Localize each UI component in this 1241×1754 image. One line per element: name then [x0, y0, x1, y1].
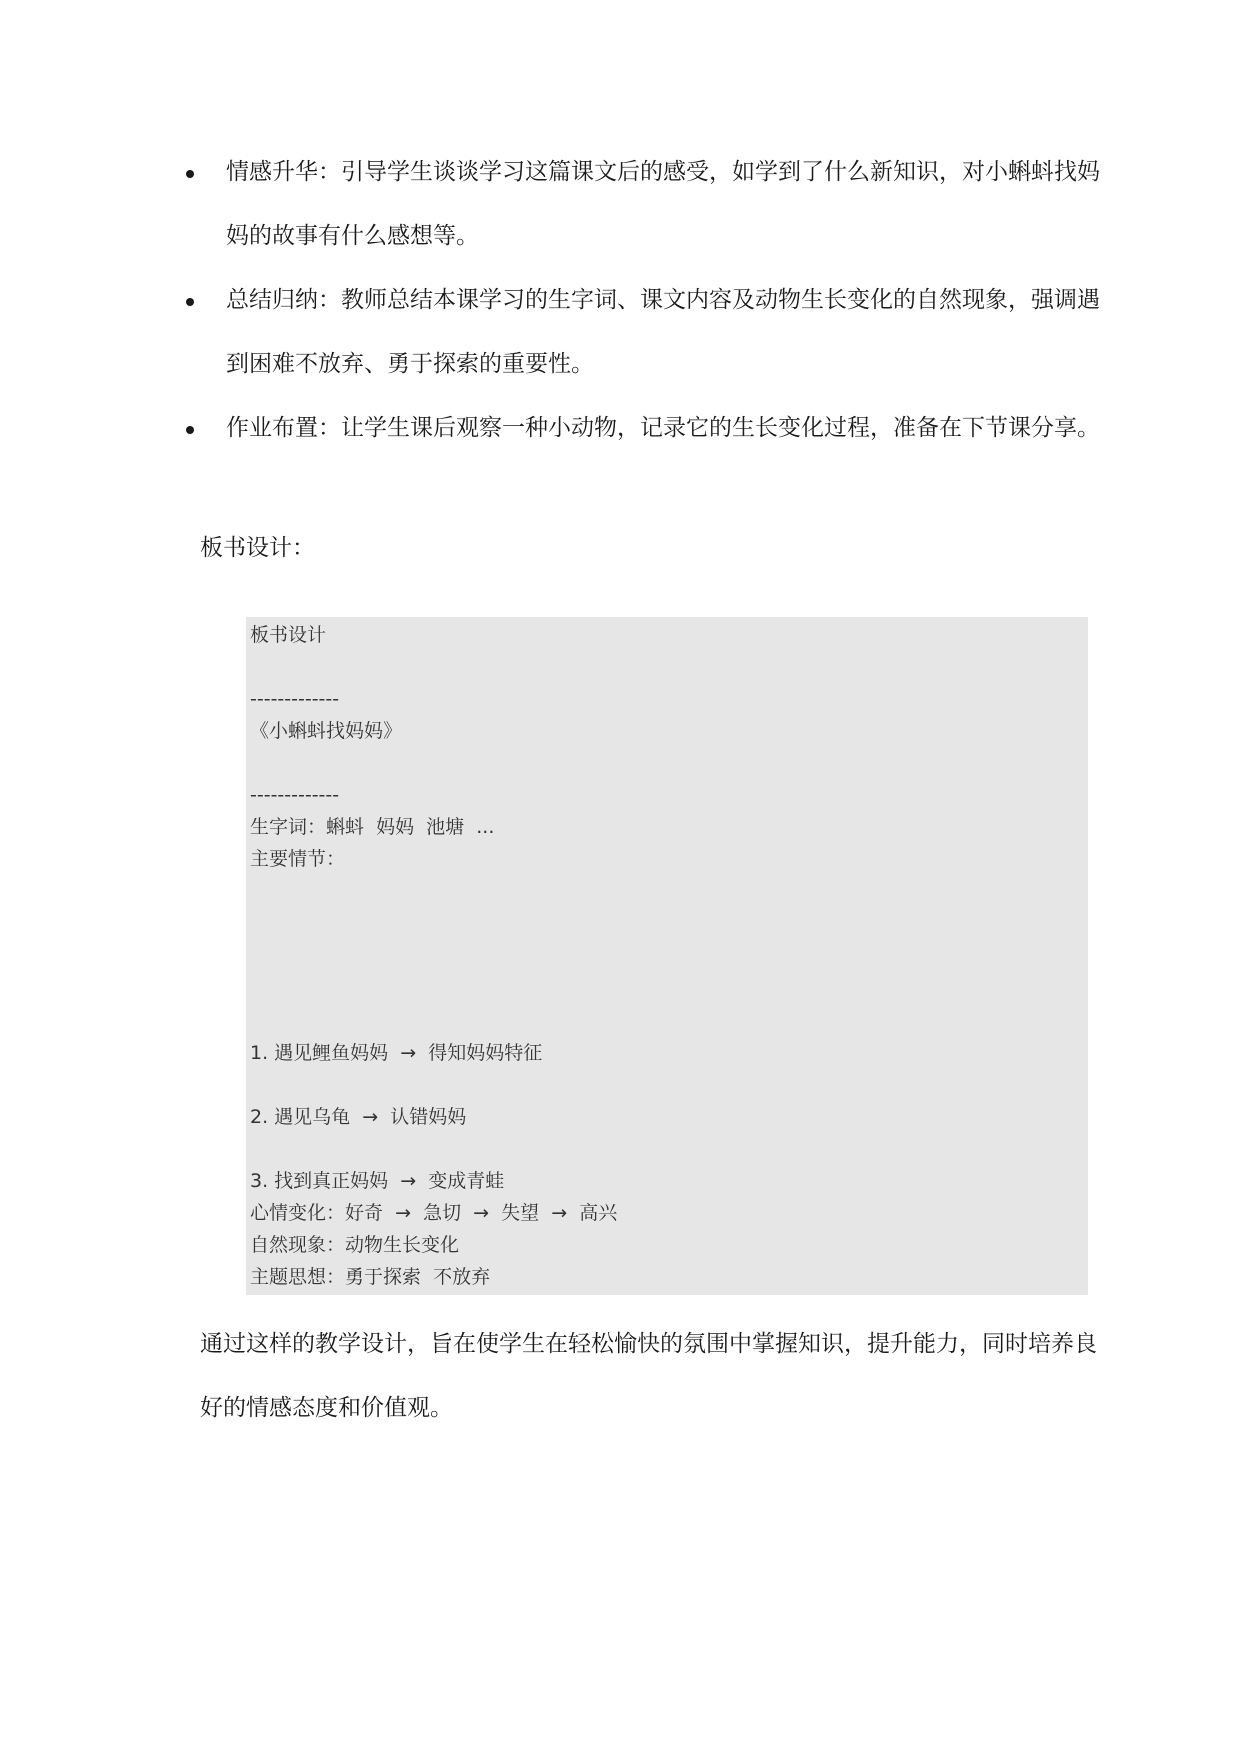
- board-nature: 自然现象：动物生长变化: [250, 1234, 460, 1256]
- board-title: 板书设计: [250, 624, 327, 646]
- board-plot-step: 1. 遇见鲤鱼妈妈 → 得知妈妈特征: [250, 1042, 543, 1064]
- board-lesson-title: 《小蝌蚪找妈妈》: [250, 720, 403, 742]
- bullet-icon: [186, 170, 194, 178]
- bullet-icon: [186, 298, 194, 306]
- board-divider: -------------: [250, 688, 340, 710]
- board-plot-step: 3. 找到真正妈妈 → 变成青蛙: [250, 1170, 505, 1192]
- board-divider: -------------: [250, 784, 340, 806]
- board-plot-label: 主要情节：: [250, 848, 346, 870]
- conclusion-paragraph: 通过这样的教学设计，旨在使学生在轻松愉快的氛围中掌握知识，提升能力，同时培养良好的情感态度和价值观。: [200, 1331, 1097, 1421]
- board-vocab: 生字词：蝌蚪 妈妈 池塘 ...: [250, 816, 495, 838]
- list-item-text: 总结归纳：教师总结本课学习的生字词、课文内容及动物生长变化的自然现象，强调遇到困难不放弃、勇于探索的重要性。: [226, 287, 1100, 377]
- section-heading: 板书设计：: [200, 535, 315, 561]
- bullet-icon: [186, 426, 194, 434]
- list-item-text: 作业布置：让学生课后观察一种小动物，记录它的生长变化过程，准备在下节课分享。: [226, 415, 1100, 441]
- lesson-steps-list: [186, 140, 1106, 460]
- board-mood: 心情变化：好奇 → 急切 → 失望 → 高兴: [250, 1202, 618, 1224]
- list-item: [186, 268, 1106, 396]
- list-item: [186, 140, 1106, 268]
- board-design-box: [246, 617, 1088, 1295]
- board-theme: 主题思想：勇于探索 不放弃: [250, 1266, 491, 1288]
- list-item: [186, 396, 1106, 460]
- list-item-text: 情感升华：引导学生谈谈学习这篇课文后的感受，如学到了什么新知识，对小蝌蚪找妈妈的故事有什么感想等。: [226, 159, 1100, 249]
- board-plot-step: 2. 遇见乌龟 → 认错妈妈: [250, 1106, 467, 1128]
